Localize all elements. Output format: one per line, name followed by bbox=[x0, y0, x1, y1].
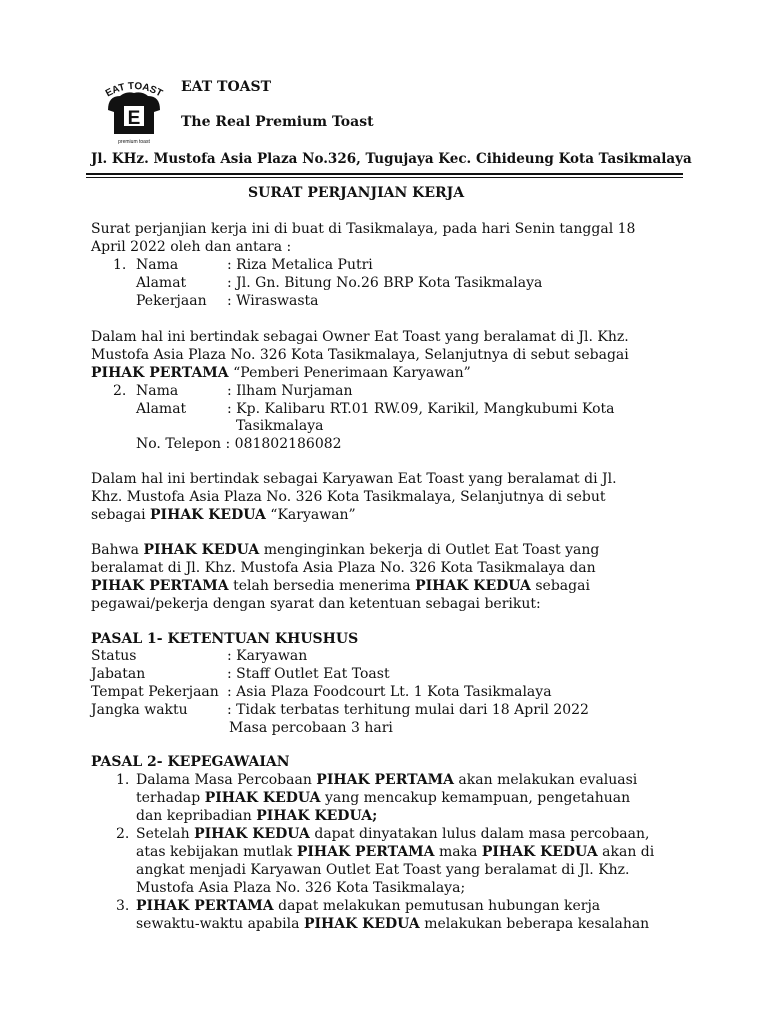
field-value: : Karyawan bbox=[227, 648, 308, 664]
company-address: Jl. KHz. Mustofa Asia Plaza No.326, Tugujaya Kec. Cihideung Kota Tasikmalaya bbox=[91, 151, 692, 167]
list-item-line: PIHAK PERTAMA dapat melakukan pemutusan hubungan kerja bbox=[136, 898, 601, 914]
list-item-line: terhadap PIHAK KEDUA yang mencakup kemampuan, pengetahuan bbox=[136, 790, 631, 806]
party-name: PIHAK PERTAMA bbox=[91, 365, 229, 381]
list-item-line: Setelah PIHAK KEDUA dapat dinyatakan lulus dalam masa percobaan, bbox=[136, 826, 650, 842]
field-value: : Staff Outlet Eat Toast bbox=[227, 666, 390, 682]
field-value: Tasikmalaya bbox=[236, 418, 324, 434]
logo-letter: E bbox=[127, 108, 141, 129]
field-label: Alamat bbox=[136, 275, 187, 291]
field-value: : Wiraswasta bbox=[227, 293, 319, 309]
field-label: Status bbox=[91, 648, 137, 664]
company-name: EAT TOAST bbox=[181, 79, 272, 95]
intro-line: Surat perjanjian kerja ini di buat di Tasikmalaya, pada hari Senin tanggal 18 bbox=[91, 221, 636, 237]
company-tagline: The Real Premium Toast bbox=[181, 114, 374, 130]
field-label: Tempat Pekerjaan bbox=[91, 684, 219, 700]
list-number: 2. bbox=[116, 826, 130, 842]
intro-line: April 2022 oleh dan antara : bbox=[91, 239, 292, 255]
logo-subtext: premium toast bbox=[118, 139, 150, 145]
field-value: : Tidak terbatas terhitung mulai dari 18 April 2022 bbox=[227, 702, 589, 718]
paragraph-line: sebagai PIHAK KEDUA “Karyawan” bbox=[91, 507, 356, 523]
list-number: 3. bbox=[116, 898, 130, 914]
field-value: : Jl. Gn. Bitung No.26 BRP Kota Tasikmalaya bbox=[227, 275, 543, 291]
field-value: : Ilham Nurjaman bbox=[227, 383, 353, 399]
field-label: Pekerjaan bbox=[136, 293, 207, 309]
field-value: : Riza Metalica Putri bbox=[227, 257, 373, 273]
eat-toast-logo bbox=[96, 80, 172, 146]
paragraph-line: PIHAK PERTAMA “Pemberi Penerimaan Karyawan” bbox=[91, 365, 471, 381]
list-item-line: Dalama Masa Percobaan PIHAK PERTAMA akan melakukan evaluasi bbox=[136, 772, 638, 788]
paragraph-line: Bahwa PIHAK KEDUA menginginkan bekerja di Outlet Eat Toast yang bbox=[91, 542, 600, 558]
logo-arc-text: EAT TOAST bbox=[103, 80, 165, 100]
list-item-line: angkat menjadi Karyawan Outlet Eat Toast yang beralamat di Jl. Khz. bbox=[136, 862, 630, 878]
header-rule-thin bbox=[86, 177, 683, 178]
header-rule-thick bbox=[86, 173, 683, 175]
list-number: 1. bbox=[113, 257, 127, 273]
list-number: 1. bbox=[116, 772, 130, 788]
list-item-line: atas kebijakan mutlak PIHAK PERTAMA maka PIHAK KEDUA akan di bbox=[136, 844, 655, 860]
party-name: PIHAK PERTAMA bbox=[91, 578, 229, 594]
paragraph-line: Dalam hal ini bertindak sebagai Karyawan Eat Toast yang beralamat di Jl. bbox=[91, 471, 617, 487]
paragraph-line: Dalam hal ini bertindak sebagai Owner Eat Toast yang beralamat di Jl. Khz. bbox=[91, 329, 629, 345]
document-title: SURAT PERJANJIAN KERJA bbox=[248, 185, 465, 201]
field-label: Alamat bbox=[136, 401, 187, 417]
field-value: : Kp. Kalibaru RT.01 RW.09, Karikil, Mangkubumi Kota bbox=[227, 401, 615, 417]
field-row: No. Telepon : 081802186082 bbox=[136, 436, 342, 452]
section-heading: PASAL 2- KEPEGAWAIAN bbox=[91, 754, 290, 770]
field-label: Jangka waktu bbox=[91, 702, 188, 718]
field-label: Nama bbox=[136, 383, 179, 399]
party-name: PIHAK KEDUA bbox=[143, 542, 260, 558]
paragraph-line: Khz. Mustofa Asia Plaza No. 326 Kota Tasikmalaya, Selanjutnya di sebut bbox=[91, 489, 606, 505]
paragraph-line: PIHAK PERTAMA telah bersedia menerima PIHAK KEDUA sebagai bbox=[91, 578, 590, 594]
field-label: Nama bbox=[136, 257, 179, 273]
list-item-line: sewaktu-waktu apabila PIHAK KEDUA melakukan beberapa kesalahan bbox=[136, 916, 650, 932]
paragraph-line: Mustofa Asia Plaza No. 326 Kota Tasikmalaya, Selanjutnya di sebut sebagai bbox=[91, 347, 629, 363]
field-value: Masa percobaan 3 hari bbox=[229, 720, 393, 736]
paragraph-line: pegawai/pekerja dengan syarat dan ketentuan sebagai berikut: bbox=[91, 596, 541, 612]
section-heading: PASAL 1- KETENTUAN KHUSHUS bbox=[91, 631, 359, 647]
list-item-line: dan kepribadian PIHAK KEDUA; bbox=[136, 808, 378, 824]
field-value: : Asia Plaza Foodcourt Lt. 1 Kota Tasikmalaya bbox=[227, 684, 552, 700]
list-number: 2. bbox=[113, 383, 127, 399]
paragraph-line: beralamat di Jl. Khz. Mustofa Asia Plaza No. 326 Kota Tasikmalaya dan bbox=[91, 560, 596, 576]
party-name: PIHAK KEDUA bbox=[415, 578, 531, 594]
field-label: Jabatan bbox=[91, 666, 146, 682]
list-item-line: Mustofa Asia Plaza No. 326 Kota Tasikmalaya; bbox=[136, 880, 466, 896]
party-name: PIHAK KEDUA bbox=[150, 507, 266, 523]
